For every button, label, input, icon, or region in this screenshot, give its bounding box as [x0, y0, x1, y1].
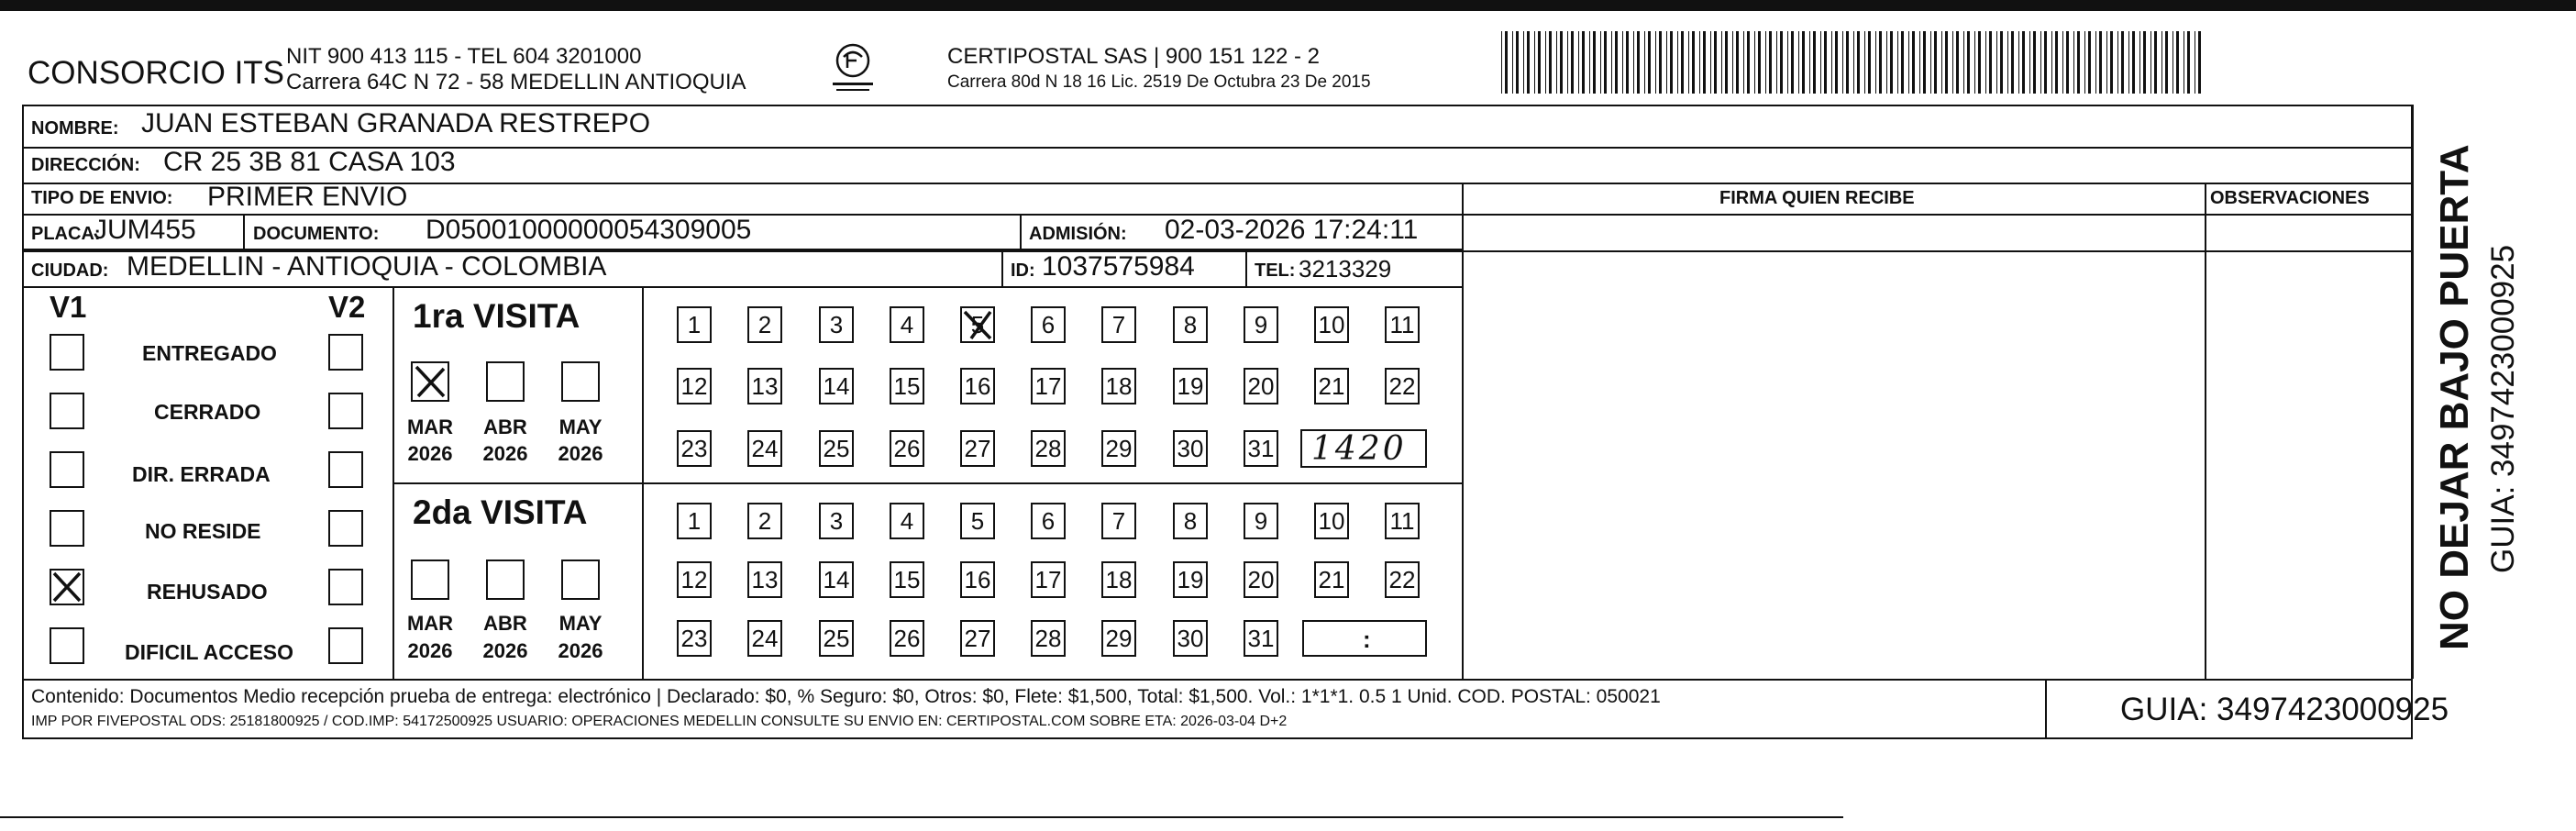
visita2-title: 2da VISITA: [413, 493, 588, 531]
visita2-month-box-may[interactable]: [561, 560, 600, 600]
visita1-day-box[interactable]: [1314, 306, 1349, 343]
visita1-day-box[interactable]: [960, 430, 995, 467]
visita1-day-label: 19: [1177, 371, 1204, 400]
v1-checkbox-dir-errada[interactable]: [50, 451, 84, 488]
observaciones-label: OBSERVACIONES: [2210, 188, 2370, 208]
visita2-day-box[interactable]: [677, 503, 712, 539]
visita2-day-label: 24: [751, 624, 779, 652]
admision-label: ADMISIÓN:: [1029, 224, 1127, 244]
nombre-value: JUAN ESTEBAN GRANADA RESTREPO: [141, 108, 651, 138]
footer-content-line: Contenido: Documentos Medio recepción prueba de entrega: electrónico | Declarado: $0, % Seguro: $0, Otros: $0, Flete: $1,500, Total: $1,500. Vol.: 1*1*1. 0.5 1 Unid. COD. POSTAL: 050021: [31, 686, 1661, 707]
visita1-day-label: 5: [970, 310, 985, 338]
visita1-day-box[interactable]: [1031, 306, 1066, 343]
visita1-day-label: 4: [900, 310, 914, 338]
visita1-day-label: 20: [1247, 371, 1275, 400]
visita2-day-box[interactable]: [747, 503, 782, 539]
certipostal-logo-icon: [825, 40, 880, 97]
visita2-day-label: 30: [1177, 624, 1204, 652]
bottom-rule: [0, 816, 1843, 818]
visita2-day-box[interactable]: [1101, 561, 1136, 598]
visita1-day-label: 11: [1389, 310, 1415, 338]
visita2-day-label: 28: [1034, 624, 1062, 652]
status-option: DIR. ERRADA: [132, 462, 271, 486]
v2-checkbox-cerrado[interactable]: [328, 393, 363, 429]
visita2-day-box[interactable]: [1031, 620, 1066, 657]
visita2-day-label: 31: [1247, 624, 1275, 652]
v2-checkbox-dificil-acceso[interactable]: [328, 627, 363, 664]
courier-line: CERTIPOSTAL SAS | 900 151 122 - 2: [947, 44, 1320, 69]
visita2-day-box[interactable]: [1314, 503, 1349, 539]
visita1-day-label: 28: [1034, 434, 1062, 462]
top-border: [0, 0, 2576, 11]
visita1-day-box[interactable]: [819, 306, 854, 343]
visita1-day-label: 23: [680, 434, 708, 462]
visita1-day-box[interactable]: [1031, 430, 1066, 467]
visita2-day-box[interactable]: [1173, 561, 1208, 598]
visita2-day-box[interactable]: [1385, 503, 1420, 539]
visita1-month-label: MAR: [406, 416, 454, 438]
license-line: Carrera 80d N 18 16 Lic. 2519 De Octubra 23 De 2015: [947, 72, 1371, 92]
visita1-day-box[interactable]: [747, 306, 782, 343]
ciudad-value: MEDELLIN - ANTIOQUIA - COLOMBIA: [127, 251, 607, 282]
visita1-day-label: 27: [964, 434, 991, 462]
visita2-day-label: 11: [1389, 506, 1415, 535]
visita2-month-label: MAR: [406, 612, 454, 635]
ciudad-label: CIUDAD:: [31, 260, 109, 281]
nombre-label: NOMBRE:: [31, 118, 119, 138]
firma-label: FIRMA QUIEN RECIBE: [1719, 188, 1915, 208]
visita2-day-box[interactable]: [819, 561, 854, 598]
visita1-day-box[interactable]: [747, 430, 782, 467]
visita1-day-box[interactable]: [747, 368, 782, 404]
side-warning: NO DEJAR BAJO PUERTA: [2432, 144, 2477, 650]
company-name: CONSORCIO ITS: [28, 55, 285, 91]
visita2-day-label: 7: [1111, 506, 1126, 535]
visita1-day-box[interactable]: [1101, 306, 1136, 343]
side-guia: GUIA: 3497423000925: [2485, 244, 2521, 573]
visita2-day-label: 13: [751, 565, 779, 593]
visita2-day-box[interactable]: [960, 620, 995, 657]
visita1-day-label: 30: [1177, 434, 1204, 462]
visita2-day-box[interactable]: [1385, 561, 1420, 598]
visita1-day-label: 12: [680, 371, 708, 400]
visita1-day-label: 6: [1041, 310, 1056, 338]
visita2-day-label: 12: [680, 565, 708, 593]
visita1-day-label: 8: [1183, 310, 1198, 338]
visita2-day-box[interactable]: [960, 503, 995, 539]
visita2-hour-box[interactable]: [1302, 620, 1427, 657]
visita1-day-box[interactable]: [1031, 368, 1066, 404]
visita2-day-label: 25: [823, 624, 850, 652]
id-value: 1037575984: [1042, 251, 1195, 282]
visita2-month-label: MAY: [558, 612, 603, 635]
status-option: CERRADO: [154, 400, 261, 424]
visita1-day-label: 13: [751, 371, 779, 400]
visita1-month-label: ABR: [483, 416, 527, 438]
visita2-hour-placeholder: :: [1363, 626, 1371, 653]
admision-value: 02-03-2026 17:24:11: [1165, 215, 1419, 245]
visita2-day-box[interactable]: [1244, 561, 1278, 598]
footer-guia: GUIA: 3497423000925: [2120, 692, 2449, 727]
tipo-envio-value: PRIMER ENVIO: [207, 182, 408, 212]
placa-label: PLACA:: [31, 224, 101, 244]
visita1-day-box[interactable]: [677, 430, 712, 467]
visita1-day-label: 18: [1105, 371, 1133, 400]
visita1-day-box[interactable]: [819, 430, 854, 467]
tel-label: TEL:: [1255, 260, 1296, 281]
visita2-day-box[interactable]: [960, 561, 995, 598]
v2-checkbox-entregado[interactable]: [328, 334, 363, 371]
visita2-year-label: 2026: [482, 639, 528, 662]
visita2-day-box[interactable]: [677, 620, 712, 657]
handwritten-x-mark: [51, 571, 83, 604]
visita2-day-box[interactable]: [747, 561, 782, 598]
v2-checkbox-rehusado[interactable]: [328, 569, 363, 605]
visita1-day-label: 14: [823, 371, 850, 400]
visita1-year-label: 2026: [482, 442, 528, 465]
v1-checkbox-entregado[interactable]: [50, 334, 84, 371]
visita1-day-box[interactable]: [677, 306, 712, 343]
visita2-day-label: 2: [757, 506, 772, 535]
v1-checkbox-no-reside[interactable]: [50, 510, 84, 547]
visita1-day-box[interactable]: [1385, 368, 1420, 404]
visita1-day-label: 25: [823, 434, 850, 462]
visita2-day-label: 9: [1254, 506, 1268, 535]
visita2-day-label: 16: [964, 565, 991, 593]
visita2-day-box[interactable]: [1244, 503, 1278, 539]
visita2-day-box[interactable]: [890, 503, 924, 539]
visita2-day-box[interactable]: [1314, 561, 1349, 598]
visita2-day-box[interactable]: [1031, 561, 1066, 598]
status-option: ENTREGADO: [142, 341, 277, 365]
visita1-day-box[interactable]: [890, 306, 924, 343]
visita2-month-box-mar[interactable]: [411, 560, 449, 600]
address-line: Carrera 64C N 72 - 58 MEDELLIN ANTIOQUIA: [286, 70, 746, 94]
visita1-day-box[interactable]: [1244, 306, 1278, 343]
v1-checkbox-dificil-acceso[interactable]: [50, 627, 84, 664]
visita2-day-box[interactable]: [1031, 503, 1066, 539]
visita2-month-label: ABR: [483, 612, 527, 635]
visita2-day-label: 19: [1177, 565, 1204, 593]
visita1-day-label: 22: [1388, 371, 1416, 400]
v1-checkbox-rehusado[interactable]: [50, 569, 84, 605]
visita1-day-box[interactable]: [1173, 430, 1208, 467]
v1-label: V1: [50, 290, 87, 324]
barcode: [1499, 31, 2206, 94]
visita2-day-label: 22: [1388, 565, 1416, 593]
visita2-day-label: 18: [1105, 565, 1133, 593]
visita1-year-label: 2026: [407, 442, 453, 465]
visita1-day-box[interactable]: [1101, 430, 1136, 467]
visita1-day-box[interactable]: [677, 368, 712, 404]
visita2-day-label: 23: [680, 624, 708, 652]
direccion-label: DIRECCIÓN:: [31, 155, 140, 175]
visita2-day-label: 5: [970, 506, 985, 535]
visita1-day-label: 9: [1254, 310, 1268, 338]
visita1-day-label: 16: [964, 371, 991, 400]
visita2-day-label: 8: [1183, 506, 1198, 535]
visita1-day-box[interactable]: [1173, 306, 1208, 343]
visita2-day-label: 6: [1041, 506, 1056, 535]
visita1-day-box[interactable]: [960, 368, 995, 404]
visita2-day-box[interactable]: [747, 620, 782, 657]
visita2-day-label: 26: [893, 624, 921, 652]
visita1-hour-box[interactable]: [1300, 429, 1427, 468]
visita1-year-label: 2026: [558, 442, 603, 465]
tel-value: 3213329: [1299, 255, 1392, 283]
visita1-day-label: 26: [893, 434, 921, 462]
visita2-year-label: 2026: [558, 639, 603, 662]
visita2-day-box[interactable]: [819, 620, 854, 657]
visita1-day-box[interactable]: [890, 368, 924, 404]
handwritten-check-mark: [413, 363, 448, 400]
visita2-day-label: 17: [1034, 565, 1062, 593]
visita1-day-box[interactable]: [1244, 430, 1278, 467]
visita2-day-label: 21: [1318, 565, 1345, 593]
direccion-value: CR 25 3B 81 CASA 103: [163, 147, 456, 177]
visita1-title: 1ra VISITA: [413, 297, 580, 335]
placa-value: JUM455: [94, 215, 196, 245]
visita2-day-label: 1: [687, 506, 702, 535]
visita1-month-label: MAY: [558, 416, 603, 438]
visita1-day-box[interactable]: [1385, 306, 1420, 343]
visita1-day-label: 2: [757, 310, 772, 338]
visita1-day-box[interactable]: [1314, 368, 1349, 404]
visita1-month-box-may[interactable]: [561, 361, 600, 402]
id-label: ID:: [1011, 260, 1035, 281]
visita1-day-label: 15: [893, 371, 921, 400]
v1-checkbox-cerrado[interactable]: [50, 393, 84, 429]
visita2-day-box[interactable]: [819, 503, 854, 539]
visita1-day-label: 10: [1318, 310, 1345, 338]
v2-checkbox-dir-errada[interactable]: [328, 451, 363, 488]
footer-print-line: IMP POR FIVEPOSTAL ODS: 25181800925 / COD.IMP: 54172500925 USUARIO: OPERACIONES MEDELLIN CONSULTE SU ENVIO EN: CERTIPOSTAL.COM SOBRE ETA: 2026-03-04 D+2: [31, 714, 1288, 729]
visita1-day-label: 1: [687, 310, 702, 338]
visita1-day-label: 21: [1318, 371, 1345, 400]
visita2-day-box[interactable]: [890, 561, 924, 598]
visita2-day-box[interactable]: [677, 561, 712, 598]
documento-value: D05001000000054309005: [426, 215, 752, 245]
visita2-day-label: 20: [1247, 565, 1275, 593]
visita1-month-box-abr[interactable]: [486, 361, 525, 402]
visita2-day-label: 10: [1318, 506, 1345, 535]
visita2-day-box[interactable]: [1101, 503, 1136, 539]
visita1-month-box-mar[interactable]: [411, 361, 449, 402]
documento-label: DOCUMENTO:: [253, 224, 380, 244]
visita1-day-box[interactable]: [1173, 368, 1208, 404]
visita1-day-label: 3: [829, 310, 844, 338]
visita2-day-box[interactable]: [890, 620, 924, 657]
visita2-day-label: 29: [1105, 624, 1133, 652]
visita1-hour-handwritten: 1420: [1311, 430, 1407, 468]
visita1-day-box[interactable]: [819, 368, 854, 404]
visita1-day-label: 7: [1111, 310, 1126, 338]
visita2-day-label: 3: [829, 506, 844, 535]
visita2-day-label: 4: [900, 506, 914, 535]
visita2-year-label: 2026: [407, 639, 453, 662]
visita1-day-label: 17: [1034, 371, 1062, 400]
visita1-day-label: 29: [1105, 434, 1133, 462]
visita1-day-box[interactable]: [960, 306, 995, 343]
v2-checkbox-no-reside[interactable]: [328, 510, 363, 547]
status-option: DIFICIL ACCESO: [125, 640, 294, 664]
handwritten-check-mark: [962, 308, 993, 341]
visita2-day-box[interactable]: [1244, 620, 1278, 657]
visita1-day-box[interactable]: [1101, 368, 1136, 404]
status-option: REHUSADO: [147, 580, 268, 604]
visita2-month-box-abr[interactable]: [486, 560, 525, 600]
visita1-day-label: 24: [751, 434, 779, 462]
status-option: NO RESIDE: [145, 519, 261, 543]
visita2-day-label: 15: [893, 565, 921, 593]
visita2-day-box[interactable]: [1101, 620, 1136, 657]
v2-label: V2: [328, 290, 366, 324]
visita2-day-label: 27: [964, 624, 991, 652]
visita1-day-box[interactable]: [1244, 368, 1278, 404]
visita2-day-label: 14: [823, 565, 850, 593]
visita1-day-box[interactable]: [890, 430, 924, 467]
tipo-envio-label: TIPO DE ENVIO:: [31, 188, 173, 208]
visita2-day-box[interactable]: [1173, 503, 1208, 539]
nit-line: NIT 900 413 115 - TEL 604 3201000: [286, 44, 642, 69]
visita1-day-label: 31: [1247, 434, 1275, 462]
visita2-day-box[interactable]: [1173, 620, 1208, 657]
